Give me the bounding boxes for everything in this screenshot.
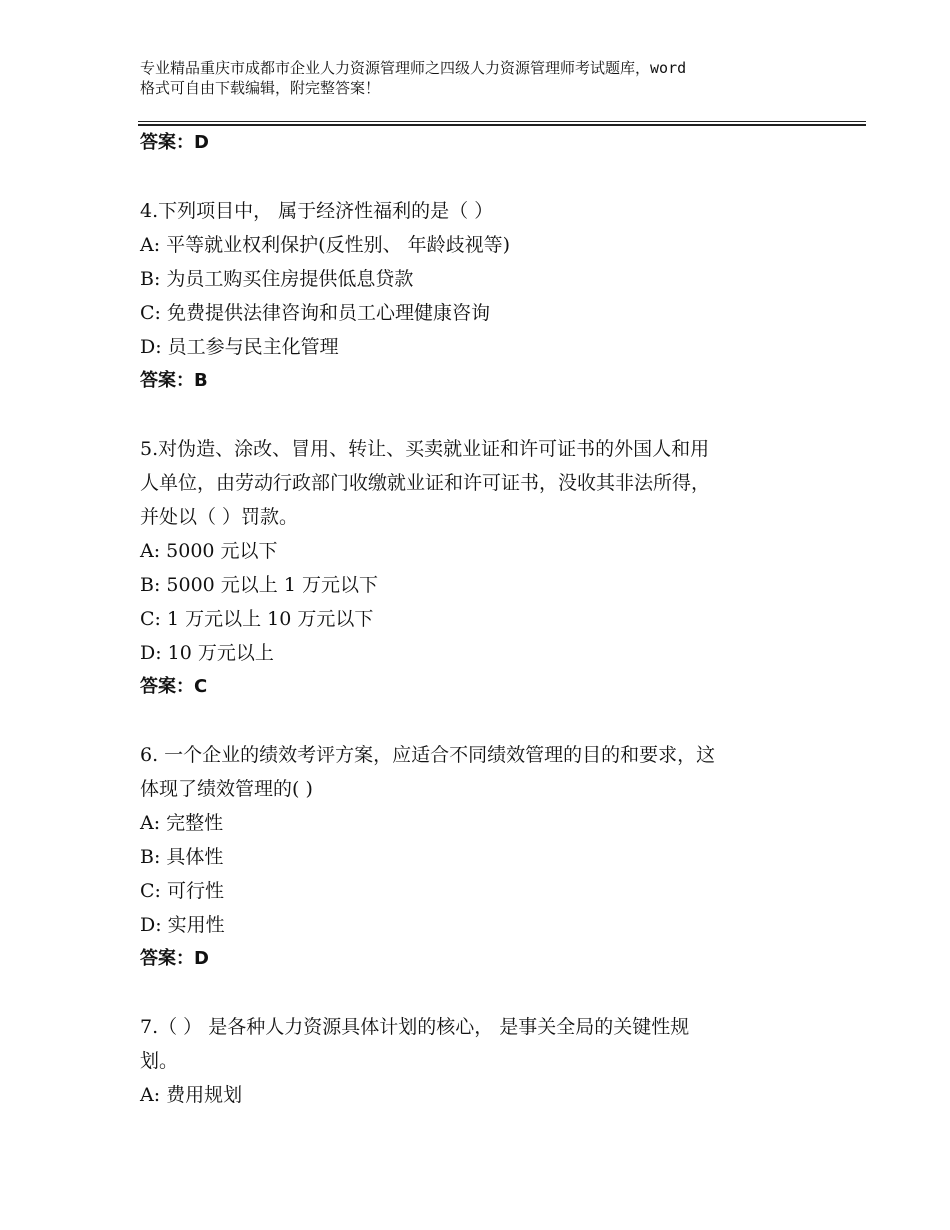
option-d: D: 10 万元以上 — [140, 642, 274, 664]
question-stem-line-1: 6. 一个企业的绩效考评方案，应适合不同绩效管理的目的和要求，这 — [140, 744, 716, 766]
answer: 答案：C — [140, 676, 208, 697]
answer: 答案：B — [140, 370, 208, 391]
option-b: B: 为员工购买住房提供低息贷款 — [140, 268, 414, 290]
option-c: C: 1 万元以上 10 万元以下 — [140, 608, 374, 630]
header-line-1: 专业精品重庆市成都市企业人力资源管理师之四级人力资源管理师考试题库，word — [140, 59, 687, 77]
option-b: B: 5000 元以上 1 万元以下 — [140, 574, 378, 596]
option-c: C: 免费提供法律咨询和员工心理健康咨询 — [140, 302, 490, 324]
option-b: B: 具体性 — [140, 846, 224, 868]
question-stem: 4.下列项目中， 属于经济性福利的是（ ） — [140, 200, 494, 222]
option-d: D: 实用性 — [140, 914, 225, 936]
question-4 — [140, 194, 820, 398]
question-stem-line-1: 5.对伪造、涂改、冒用、转让、买卖就业证和许可证书的外国人和用 — [140, 438, 710, 460]
question-stem-line-3: 并处以（ ）罚款。 — [140, 506, 299, 528]
spacer — [140, 398, 820, 432]
header-divider-thin — [138, 121, 866, 122]
option-c: C: 可行性 — [140, 880, 224, 902]
question-content — [140, 126, 820, 1112]
question-7 — [140, 1010, 820, 1112]
spacer — [140, 976, 820, 1010]
option-a: A: 费用规划 — [140, 1084, 243, 1106]
answer: 答案：D — [140, 948, 209, 969]
option-d: D: 员工参与民主化管理 — [140, 336, 339, 358]
question-5 — [140, 432, 820, 704]
answer-q3: 答案：D — [140, 132, 209, 153]
document-header — [140, 58, 840, 98]
question-stem-line-1: 7.（ ） 是各种人力资源具体计划的核心， 是事关全局的关键性规 — [140, 1016, 690, 1038]
question-stem-line-2: 划。 — [140, 1050, 179, 1072]
question-stem-line-2: 体现了绩效管理的( ) — [140, 778, 313, 800]
spacer — [140, 704, 820, 738]
spacer — [140, 160, 820, 194]
header-line-2: 格式可自由下载编辑，附完整答案！ — [140, 79, 381, 97]
question-6 — [140, 738, 820, 976]
option-a: A: 平等就业权利保护(反性别、 年龄歧视等) — [140, 234, 511, 256]
option-a: A: 完整性 — [140, 812, 224, 834]
question-stem-line-2: 人单位，由劳动行政部门收缴就业证和许可证书，没收其非法所得， — [140, 472, 711, 494]
option-a: A: 5000 元以下 — [140, 540, 278, 562]
